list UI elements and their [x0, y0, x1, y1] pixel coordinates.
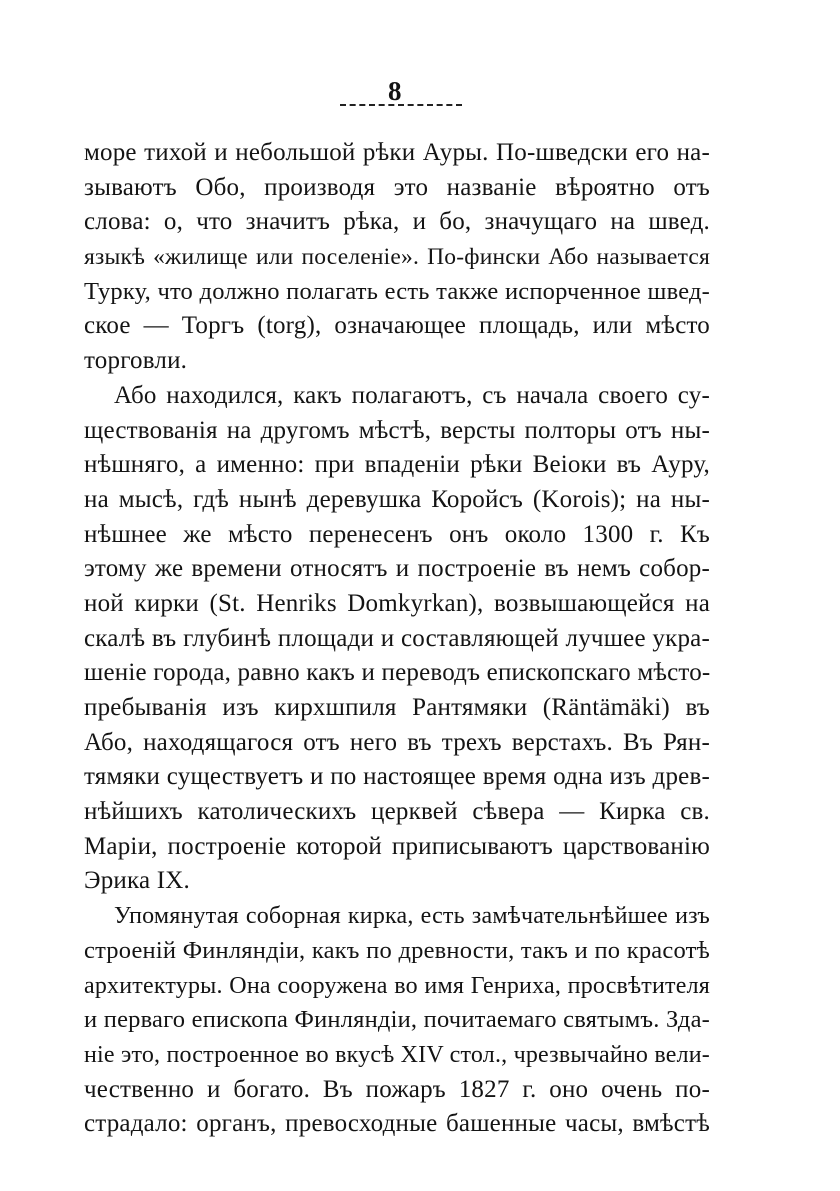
- text-line: языкѣ «жилище или поселеніе». По-фински Або называется: [84, 244, 710, 271]
- text-line: нѣшнее же мѣсто перенесенъ онъ около 1300 г. Къ: [84, 520, 710, 548]
- text-line: нѣшняго, а именно: при впаденіи рѣки Веіоки въ Ауру,: [84, 451, 710, 479]
- body-text: [84, 136, 710, 1142]
- text-line: зываютъ Обо, производя это названіе вѣроятно отъ: [84, 173, 710, 201]
- text-line: чественно и богато. Въ пожаръ 1827 г. оно очень по-: [84, 1075, 710, 1103]
- text-line: Турку, что должно полагать есть также испорченное швед-: [84, 277, 710, 305]
- text-line: строеній Финляндіи, какъ по древности, такъ и по красотѣ: [84, 936, 710, 964]
- text-line: Упомянутая соборная кирка, есть замѣчательнѣйшее изъ: [114, 903, 710, 930]
- text-line: ществованія на другомъ мѣстѣ, версты полторы отъ ны-: [84, 416, 710, 444]
- text-line: тямяки существуетъ и по настоящее время одна изъ древ-: [84, 763, 710, 791]
- text-line: пребыванія изъ кирхшпиля Рантямяки (Räntämäki) въ: [84, 694, 710, 721]
- page-number: 8: [388, 76, 402, 106]
- text-line: нѣйшихъ католическихъ церквей сѣвера — Кирка св.: [84, 798, 710, 826]
- text-line: шеніе города, равно какъ и переводъ епископскаго мѣсто-: [84, 659, 711, 687]
- text-line: море тихой и небольшой рѣки Ауры. По-шведски его на-: [84, 139, 710, 166]
- text-line: ское — Торгъ (torg), означающее площадь, или мѣсто: [84, 312, 710, 340]
- text-line: торговли.: [84, 347, 188, 375]
- text-line: Або находился, какъ полагаютъ, съ начала своего су-: [114, 381, 710, 409]
- text-line: страдало: органъ, превосходные башенные часы, вмѣстѣ: [84, 1110, 710, 1138]
- text-line: ніе это, построенное во вкусѣ XIV стол., чрезвычайно вели-: [84, 1041, 710, 1068]
- text-line: ной кирки (St. Henriks Domkyrkan), возвышающейся на: [84, 589, 710, 617]
- text-line: Эрика IX.: [84, 867, 190, 895]
- text-line: этому же времени относятъ и построеніе въ немъ собор-: [84, 555, 710, 583]
- text-line: на мысѣ, гдѣ нынѣ деревушка Коройсъ (Korois); на ны-: [84, 485, 710, 513]
- text-line: архитектуры. Она сооружена во имя Генриха, просвѣтителя: [84, 972, 710, 999]
- header-rule: [340, 104, 462, 106]
- text-line: Або, находящагося отъ него въ трехъ верстахъ. Въ Рян-: [84, 728, 710, 756]
- text-line: слова: о, что значитъ рѣка, и бо, значущаго на швед.: [84, 208, 710, 236]
- text-line: скалѣ въ глубинѣ площади и составляющей лучшее укра-: [84, 624, 710, 652]
- text-line: и перваго епископа Финляндіи, почитаемаго святымъ. Зда-: [84, 1006, 710, 1034]
- text-line: Маріи, построеніе которой приписываютъ царствованію: [84, 832, 710, 860]
